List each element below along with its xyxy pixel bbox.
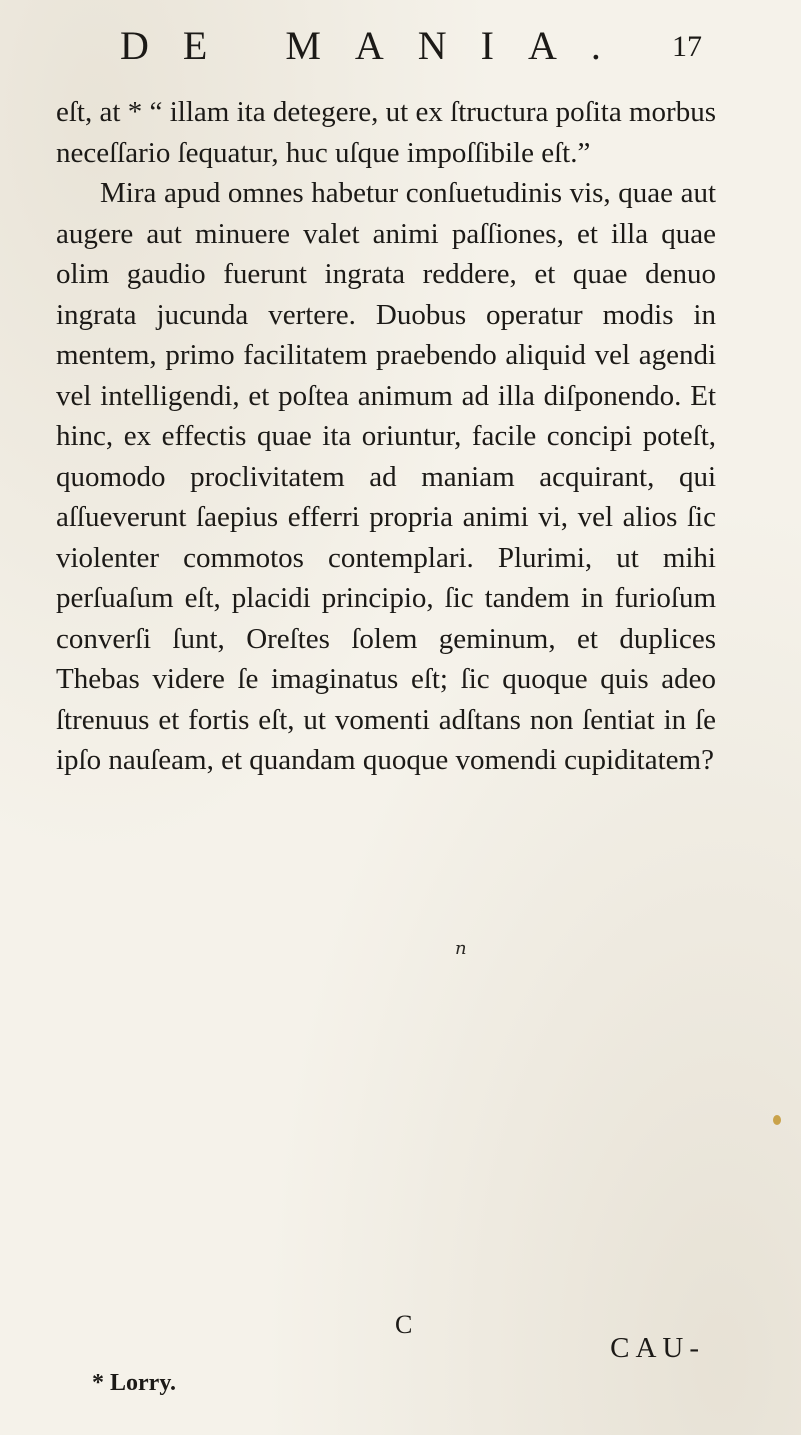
handwritten-correction: n [455, 938, 467, 959]
signature-mark: C [395, 1310, 413, 1339]
paragraph-mira: Mira apud omnes habetur conſuetudinis vis, quae aut augere aut minuere valet animi paſſiones, et illa quae olim gaudio fuerunt ingrata reddere, et quae denuo ingrata jucunda vertere. Duobus operatur modis in mentem, primo facilitatem praebendo aliquid vel agendi vel intelligendi, et poſtea animum ad illa diſponendo. Et hinc, ex effectis quae ita oriuntur, facile concipi poteſt, quomodo proclivitatem ad maniam acquirant, qui aſſueverunt ſaepius efferri propria animi vi, vel alios ſic violenter commotos contemplari. Plurimi, ut mihi perſuaſum eſt, placidi principio, ſic tandem in furioſum converſi ſunt, Oreſtes ſolem geminum, et duplices Thebas videre ſe imaginatus eſt; ſic quoque quis adeo ſtrenuus et fortis eſt, ut vomenti adſtans non ſentiat in ſe ipſo nauſeam, et quandam quoque vomendi cupiditatem? [56, 177, 716, 776]
page-number: 17 [672, 30, 702, 63]
body-text [56, 92, 716, 781]
catchword: CAU- [610, 1332, 705, 1364]
running-title: DE MANIA. [120, 23, 635, 68]
footnote: * Lorry. [92, 1370, 176, 1396]
paragraph-continuation: eſt, at * “ illam ita detegere, ut ex ſtructura poſita morbus neceſſario ſequatur, huc uſque impoſſibile eſt.” [56, 96, 716, 169]
page-header [120, 22, 702, 72]
ink-spot [773, 1115, 781, 1125]
